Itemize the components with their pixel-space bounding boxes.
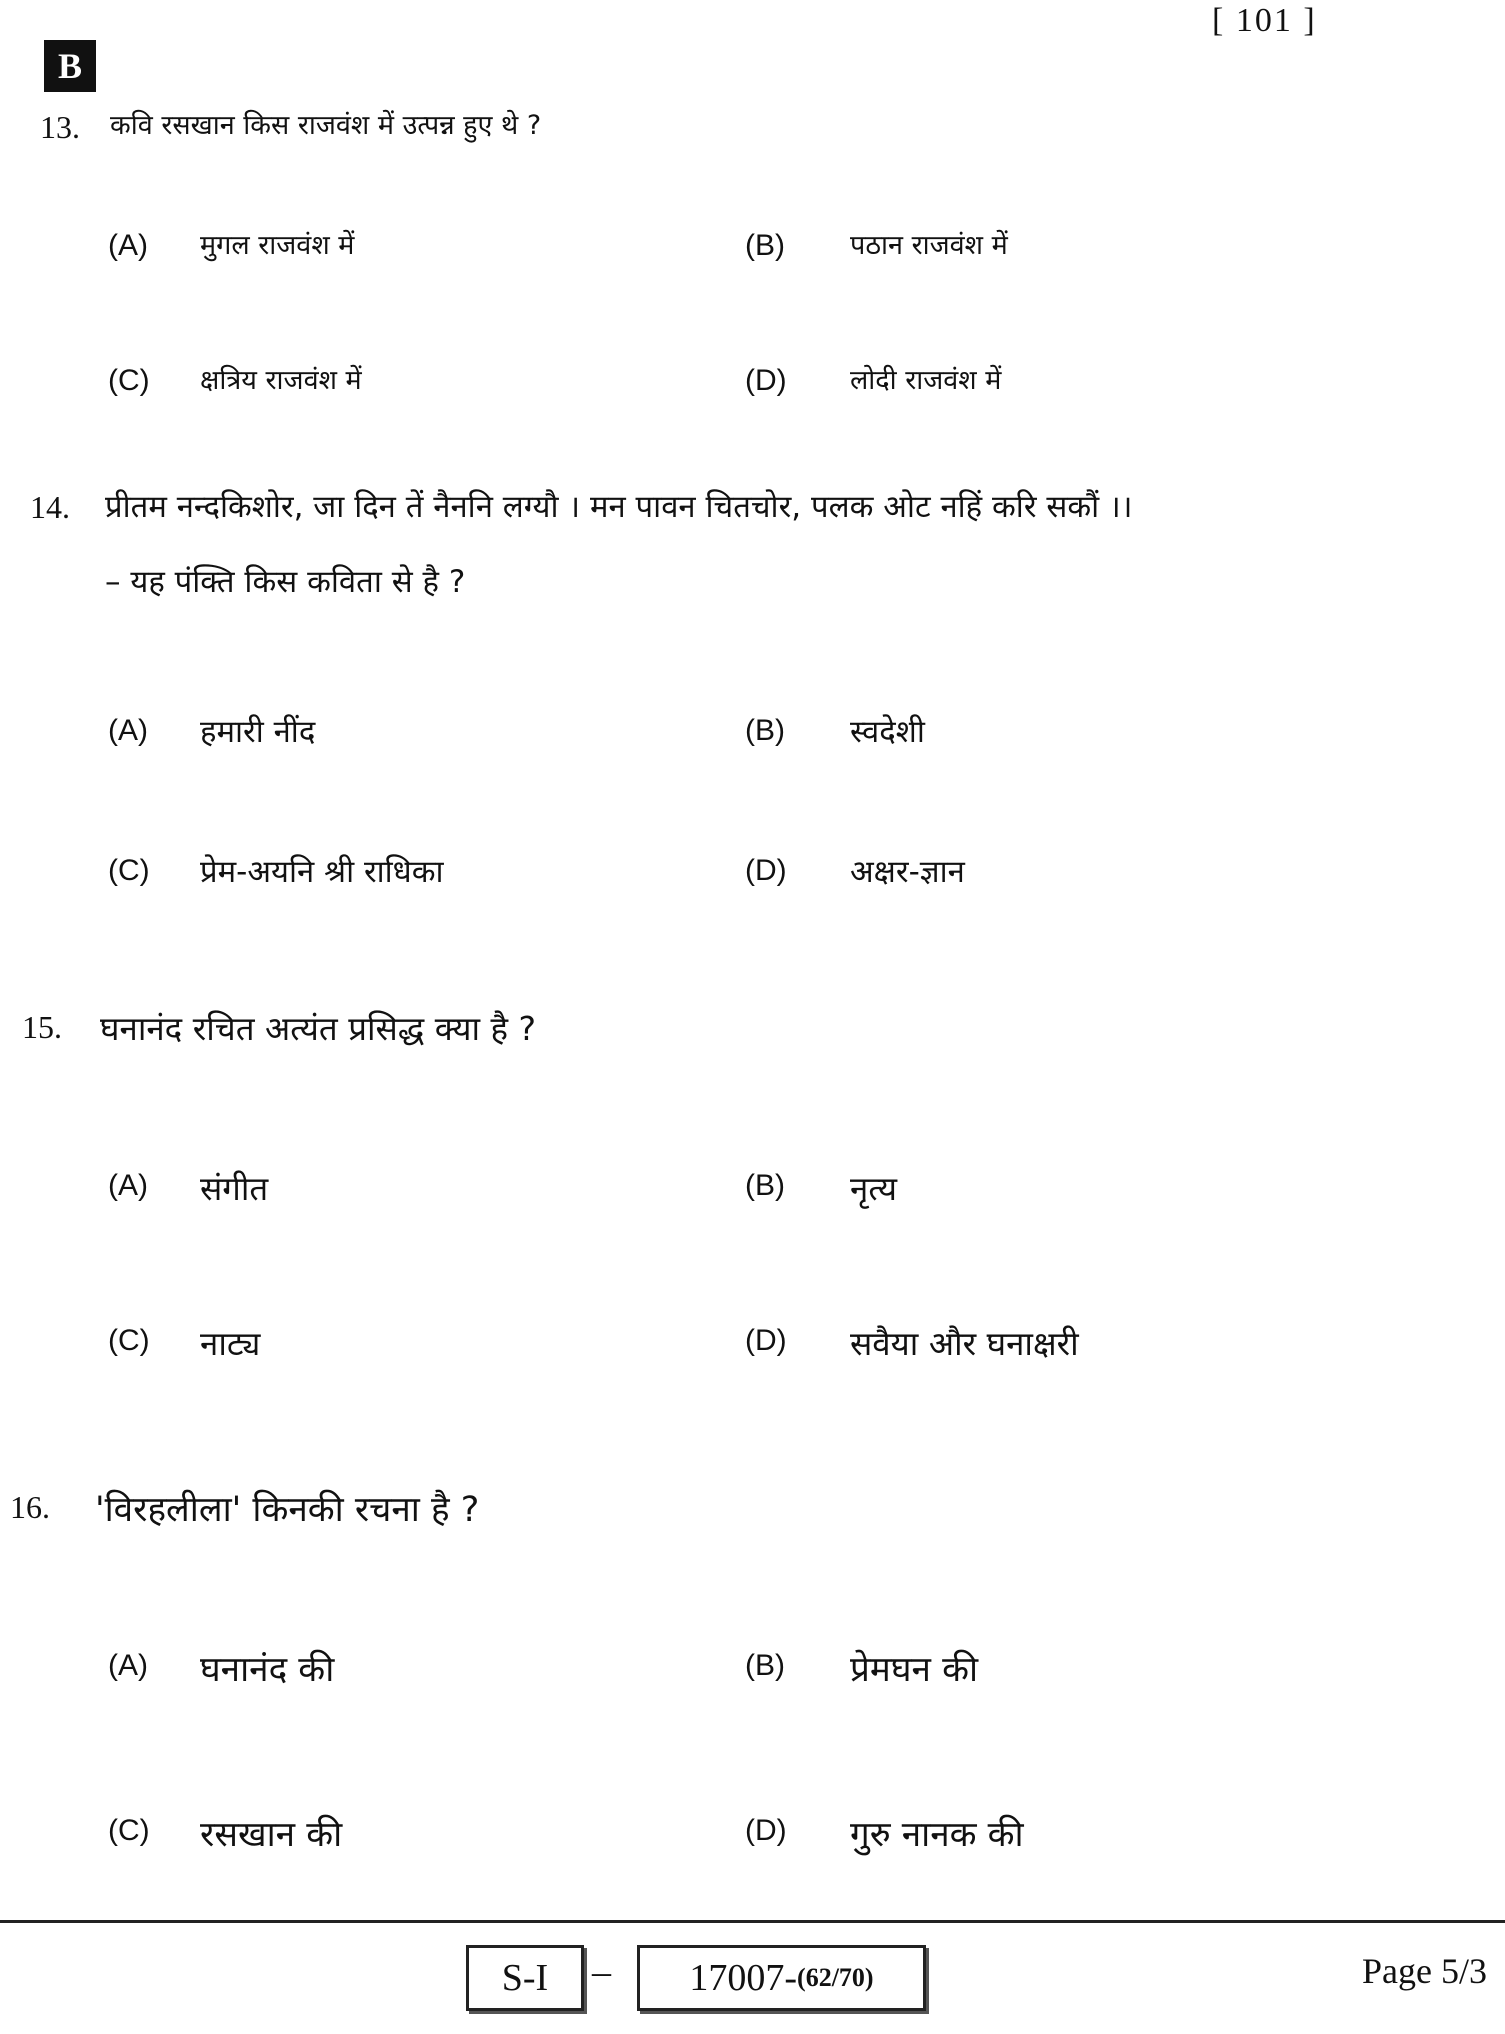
question-number: 15. xyxy=(22,1009,62,1045)
option-text: नृत्य xyxy=(850,1169,898,1208)
footer-set-box: S-I xyxy=(466,1945,584,2011)
page-code: [ 101 ] xyxy=(1212,2,1317,39)
footer-code-suffix: (62/70) xyxy=(797,1963,874,1992)
option-text: मुगल राजवंश में xyxy=(200,230,355,261)
option-label: (D) xyxy=(745,364,787,397)
option-label: (C) xyxy=(108,364,150,397)
option-text: घनानंद की xyxy=(200,1650,335,1690)
option-text: गुरु नानक की xyxy=(850,1815,1024,1855)
option-label: (A) xyxy=(108,1649,148,1682)
option-label: (A) xyxy=(108,229,148,262)
option-label: (C) xyxy=(108,1324,150,1357)
footer-code: 17007- xyxy=(689,1957,798,1999)
question-text: घनानंद रचित अत्यंत प्रसिद्ध क्या है ? xyxy=(100,1009,537,1048)
option-label: (D) xyxy=(745,854,787,887)
option-label: (D) xyxy=(745,1324,787,1357)
option-text: पठान राजवंश में xyxy=(850,230,1008,261)
option-text: क्षत्रिय राजवंश में xyxy=(200,365,362,396)
option-label: (C) xyxy=(108,854,150,887)
option-text: संगीत xyxy=(200,1169,269,1208)
option-text: सवैया और घनाक्षरी xyxy=(850,1324,1079,1363)
option-text: अक्षर-ज्ञान xyxy=(850,854,965,890)
option-text: स्वदेशी xyxy=(850,714,925,750)
option-label: (C) xyxy=(108,1814,150,1847)
question-text: 'विरहलीला' किनकी रचना है ? xyxy=(95,1490,480,1530)
option-label: (B) xyxy=(745,1649,785,1682)
question-text: कवि रसखान किस राजवंश में उत्पन्न हुए थे ? xyxy=(110,110,542,141)
footer-page-number: Page 5/3 xyxy=(1362,1951,1487,1991)
option-text: हमारी नींद xyxy=(200,714,316,750)
option-text: लोदी राजवंश में xyxy=(850,365,1002,396)
option-label: (B) xyxy=(745,229,785,262)
option-text: प्रेमघन की xyxy=(850,1650,979,1690)
option-label: (A) xyxy=(108,1169,148,1202)
question-subtext: – यह पंक्ति किस कविता से है ? xyxy=(105,564,466,600)
question-number: 14. xyxy=(30,489,70,525)
option-label: (B) xyxy=(745,714,785,747)
footer-code-box xyxy=(637,1945,926,2011)
footer-dash: – xyxy=(592,1951,611,1993)
option-text: रसखान की xyxy=(200,1815,343,1855)
question-text: प्रीतम नन्दकिशोर, जा दिन तें नैननि लग्यौ । मन पावन चितचोर, पलक ओट नहिं करि सकौं ।। xyxy=(105,489,1133,525)
question-number: 16. xyxy=(10,1489,50,1525)
option-text: नाट्य xyxy=(200,1324,261,1363)
option-label: (B) xyxy=(745,1169,785,1202)
option-label: (A) xyxy=(108,714,148,747)
option-text: प्रेम-अयनि श्री राधिका xyxy=(200,854,444,890)
option-label: (D) xyxy=(745,1814,787,1847)
set-badge: B xyxy=(44,40,96,92)
footer-divider xyxy=(0,1920,1505,1923)
question-number: 13. xyxy=(40,109,80,145)
